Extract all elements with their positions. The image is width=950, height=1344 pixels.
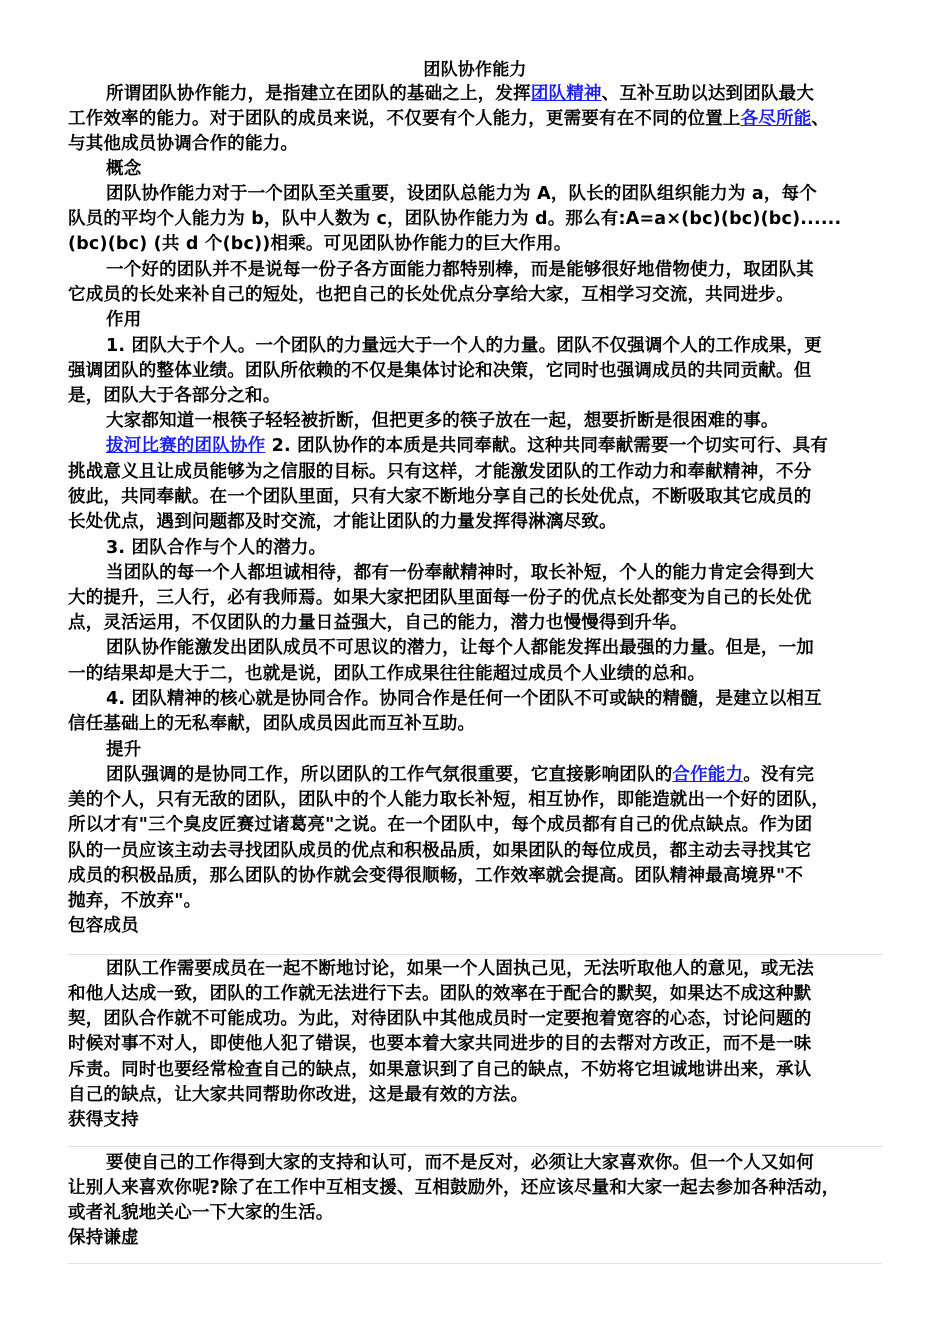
text-run: 2. 团队协作的本质是共同奉献。这种共同奉献需要一个切实可行、具有 (265, 436, 829, 456)
paragraph-line: 自己的缺点，让大家共同帮助你改进，这是最有效的方法。 (68, 1085, 529, 1105)
paragraph-line: 它成员的长处来补自己的短处，也把自己的长处优点分享给大家，互相学习交流，共同进步。 (68, 285, 794, 305)
paragraph-line: 一个好的团队并不是说每一份子各方面能力都特别棒，而是能够很好地借物使力，取团队其 (106, 260, 814, 280)
text-run: 工作效率的能力。对于团队的成员来说，不仅要有个人能力，更需要有在不同的位置上 (68, 109, 741, 129)
section-divider (68, 1146, 882, 1147)
text-run: 、互补互助以达到团队最大 (601, 84, 815, 104)
link-cooperation-ability[interactable]: 合作能力 (672, 765, 744, 785)
paragraph-line (68, 82, 926, 107)
heading-concept: 概念 (106, 159, 142, 179)
text-run: 。没有完 (743, 765, 815, 785)
paragraph-line (68, 434, 926, 459)
link-each-do-best[interactable]: 各尽所能 (740, 109, 812, 129)
paragraph-line: (bc)(bc) (共 d 个(bc))相乘。可见团队协作能力的巨大作用。 (68, 234, 572, 254)
paragraph-line: 要使自己的工作得到大家的支持和认可，而不是反对，必须让大家喜欢你。但一个人又如何 (106, 1153, 814, 1173)
paragraph-line: 1. 团队大于个人。一个团队的力量远大于一个人的力量。团队不仅强调个人的工作成果，更 (106, 336, 822, 356)
text-run: 团队强调的是协同工作，所以团队的工作气氛很重要，它直接影响团队的 (106, 765, 673, 785)
paragraph-line: 信任基础上的无私奉献，团队成员因此而互补互助。 (68, 714, 476, 734)
paragraph-line: 是，团队大于各部分之和。 (68, 386, 281, 406)
paragraph-line: 斥责。同时也要经常检查自己的缺点，如果意识到了自己的缺点，不妨将它坦诚地讲出来，承认 (68, 1060, 812, 1080)
paragraph-line: 抛弃，不放弃"。 (68, 891, 202, 911)
paragraph-line: 队的一员应该主动去寻找团队成员的优点和积极品质，如果团队的每位成员，都主动去寻找其它 (68, 841, 812, 861)
paragraph-line: 长处优点，遇到问题都及时交流，才能让团队的力量发挥得淋漓尽致。 (68, 512, 617, 532)
paragraph-line: 大的提升，三人行，必有我师焉。如果大家把团队里面每一份子的优点长处都变为自己的长处优 (68, 588, 812, 608)
paragraph-line: 强调团队的整体业绩。团队所依赖的不仅是集体讨论和决策，它同时也强调成员的共同贡献。但 (68, 361, 812, 381)
paragraph-line: 4. 团队精神的核心就是协同合作。协同合作是任何一个团队不可或缺的精髓，是建立以相互 (106, 689, 822, 709)
paragraph-line: 时候对事不对人，即使他人犯了错误，也要本着大家共同进步的目的去帮对方改正，而不是一味 (68, 1034, 812, 1054)
text-run: 所谓团队协作能力，是指建立在团队的基础之上，发挥 (106, 84, 531, 104)
heading-stay-modest: 保持谦虚 (68, 1228, 139, 1248)
section-divider (68, 954, 882, 955)
document-title: 团队协作能力 (423, 60, 527, 80)
heading-tolerate-members: 包容成员 (68, 916, 139, 936)
paragraph-line: 团队工作需要成员在一起不断地讨论，如果一个人固执己见，无法听取他人的意见，或无法 (106, 959, 814, 979)
paragraph-line: 挑战意义且让成员能够为之信服的目标。只有这样，才能激发团队的工作动力和奉献精神，不分 (68, 462, 812, 482)
heading-role: 作用 (106, 310, 142, 330)
link-tug-of-war[interactable]: 拔河比赛的团队协作 (106, 436, 266, 456)
heading-get-support: 获得支持 (68, 1110, 139, 1130)
heading-improve: 提升 (106, 740, 142, 760)
link-team-spirit[interactable]: 团队精神 (530, 84, 602, 104)
paragraph-line: 点，灵活运用，不仅团队的力量日益强大，自己的能力，潜力也慢慢得到升华。 (68, 613, 688, 633)
paragraph-line: 当团队的每一个人都坦诚相待，都有一份奉献精神时，取长补短，个人的能力肯定会得到大 (106, 563, 814, 583)
paragraph-line: 团队协作能激发出团队成员不可思议的潜力，让每个人都能发挥出最强的力量。但是，一加 (106, 638, 814, 658)
paragraph-line: 彼此，共同奉献。在一个团队里面，只有大家不断地分享自己的长处优点，不断吸取其它成员的 (68, 487, 812, 507)
text-run: 、 (811, 109, 830, 129)
paragraph-line (68, 763, 926, 788)
paragraph-line: 与其他成员协调合作的能力。 (68, 134, 299, 154)
paragraph-line: 大家都知道一根筷子轻轻被折断，但把更多的筷子放在一起，想要折断是很困难的事。 (106, 411, 779, 431)
paragraph-line: 契，团队合作就不可能成功。为此，对待团队中其他成员时一定要抱着宽容的心态，讨论问题的 (68, 1009, 812, 1029)
paragraph-line: 让别人来喜欢你呢?除了在工作中互相支援、互相鼓励外，还应该尽量和大家一起去参加各种活动， (68, 1178, 840, 1198)
paragraph-line: 3. 团队合作与个人的潜力。 (106, 538, 327, 558)
paragraph-line: 或者礼貌地关心一下大家的生活。 (68, 1203, 334, 1223)
paragraph-line (68, 107, 888, 132)
paragraph-line: 美的个人，只有无敌的团队，团队中的个人能力取长补短，相互协作，即能造就出一个好的团队， (68, 790, 830, 810)
paragraph-line: 一的结果却是大于二，也就是说，团队工作成果往往能超过成员个人业绩的总和。 (68, 664, 706, 684)
section-divider (68, 1263, 882, 1264)
paragraph-line: 和他人达成一致，团队的工作就无法进行下去。团队的效率在于配合的默契，如果达不成这种默 (68, 984, 812, 1004)
paragraph-line: 成员的积极品质，那么团队的协作就会变得很顺畅，工作效率就会提高。团队精神最高境界"不 (68, 866, 804, 886)
paragraph-line: 团队协作能力对于一个团队至关重要，设团队总能力为 A，队长的团队组织能力为 a，每个 (106, 184, 817, 204)
paragraph-line: 所以才有"三个臭皮匠赛过诸葛亮"之说。在一个团队中，每个成员都有自己的优点缺点。作为团 (68, 815, 813, 835)
paragraph-line: 队员的平均个人能力为 b，队中人数为 c，团队协作能力为 d。那么有:A=a×(bc)(bc)(bc)...... (68, 209, 842, 229)
